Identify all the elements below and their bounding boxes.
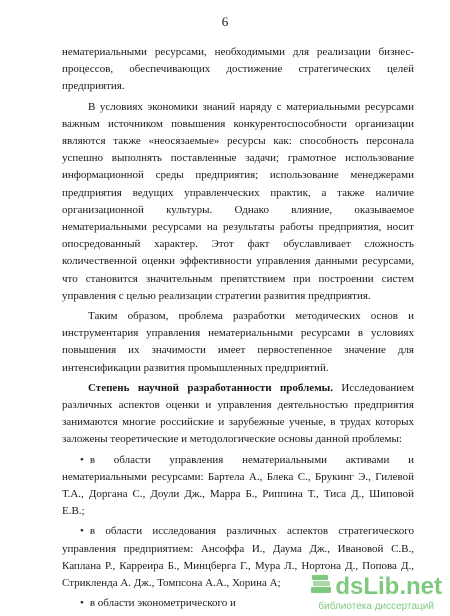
section-heading: Степень научной разработанности проблемы. [88,381,334,394]
bullet-text: в области эконометрического и [89,597,236,610]
watermark-logo [310,573,442,600]
bullet-icon: • [80,597,84,610]
page-number: 6 [221,14,229,29]
stacked-books-icon [310,573,332,600]
dslib-watermark [310,573,442,612]
paragraph [62,380,414,449]
paragraph: нематериальными ресурсами, необходимыми для реализации бизнес-процессов, обеспечивающих достижение стратегических целей предприятия. [62,46,414,93]
bullet-text: в области управления нематериальными активами и нематериальными ресурсами: Бартела А., Блека С., Брукинг Э., Гилевой Т.А., Доргана С., Доули Дж., Марра Б., Риппина Т., Тиса Д., Шиповой Е.В.; [62,453,414,518]
paragraph: Таким образом, проблема разработки методических основ и инструментария управления нематериальными ресурсами в условиях повышения их значимости имеет первостепенное значение для интенсификации развития промышленных предприятий. [62,310,414,374]
bullet-icon: • [80,453,84,466]
paragraph: В условиях экономики знаний наряду с материальными ресурсами важным источником повышения конкурентоспособности организации являются также «неосязаемые» ресурсы как: способность персонала успешно выполнять поставленные задачи; грамотное использование информационной среды предприятия; использование менеджерами предприятия ведущих управленческих практик, а также наличие организационной культуры. Однако влияние, оказываемое нематериальными ресурсами на результаты работы предприятия, носит опосредованный характер. Этот факт обуславливает сложность количественной оценки эффективности управления данными ресурсами, что становится значительным препятствием при построении систем управления с целью реализации стратегии развития предприятия. [62,100,414,302]
document-body [62,44,414,613]
watermark-tagline: библиотека диссертаций [318,601,434,612]
bullet-item [62,452,414,521]
paragraph-text: Исследованием различных аспектов оценки и управления деятельностью предприятия занимаются многие российские и зарубежные ученые, в трудах которых заложены теоретические и методологические основы данной проблемы: [62,381,414,446]
bullet-icon: • [80,525,84,538]
watermark-logo-text: dsLib.net [335,572,442,600]
bullet-text: в области исследования различных аспектов стратегического управления предприятием: Ансоффа И., Даума Дж., Ивановой С.В., Каплана Р., Карреира Б., Минцберга Г., Мура Л., Нортона Д., Попова Д., Стрикленда А. Дж., Томпсона А.А., Хорина А; [62,525,414,590]
